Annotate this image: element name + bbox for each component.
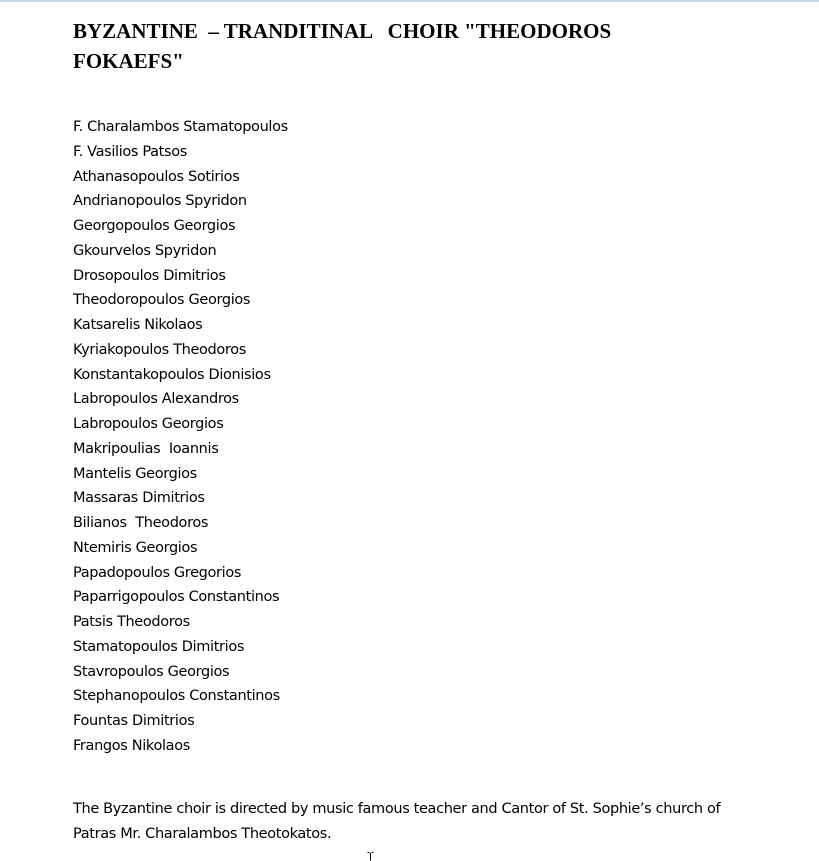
list-item: F. Vasilios Patsos xyxy=(73,143,187,160)
document-page[interactable] xyxy=(0,2,819,861)
list-item: Makripoulias Ioannis xyxy=(73,440,219,457)
list-item: Paparrigopoulos Constantinos xyxy=(73,589,280,606)
list-item: F. Charalambos Stamatopoulos xyxy=(73,119,288,135)
list-item: Georgopoulos Georgios xyxy=(73,218,236,234)
list-item: Kyriakopoulos Theodoros xyxy=(73,341,246,358)
list-item: Konstantakopoulos Dionisios xyxy=(73,366,271,383)
document-title: BYZANTINE – TRANDITINAL CHOIR "THEODOROS FOKAEFS" xyxy=(73,19,617,73)
list-item: Stephanopoulos Constantinos xyxy=(73,688,280,705)
list-item: Mantelis Georgios xyxy=(73,465,197,482)
list-item: Andrianopoulos Spyridon xyxy=(73,193,247,210)
list-item: Ntemiris Georgios xyxy=(73,539,198,556)
list-item: Theodoropoulos Georgios xyxy=(73,292,251,309)
list-item: Stamatopoulos Dimitrios xyxy=(73,638,245,655)
list-item: Papadopoulos Gregorios xyxy=(73,564,242,581)
list-item: Stavropoulos Georgios xyxy=(73,663,230,680)
i-beam-cursor-icon xyxy=(367,852,374,861)
director-note: The Byzantine choir is directed by music famous teacher and Cantor of St. Sophie’s church of Patras Mr. Charalambos Theotokatos. xyxy=(73,801,729,842)
list-item: Labropoulos Alexandros xyxy=(73,391,239,408)
list-item: Massaras Dimitrios xyxy=(73,490,205,507)
list-item: Drosopoulos Dimitrios xyxy=(73,267,226,284)
list-item: Fountas Dimitrios xyxy=(73,713,195,729)
list-item: Patsis Theodoros xyxy=(73,614,190,630)
list-item: Athanasopoulos Sotirios xyxy=(73,168,240,185)
list-item: Frangos Nikolaos xyxy=(73,737,190,754)
list-item: Bilianos Theodoros xyxy=(73,515,209,531)
list-item: Katsarelis Nikolaos xyxy=(73,317,203,333)
list-item: Labropoulos Georgios xyxy=(73,416,224,432)
list-item: Gkourvelos Spyridon xyxy=(73,242,217,259)
choir-member-list xyxy=(73,115,288,759)
